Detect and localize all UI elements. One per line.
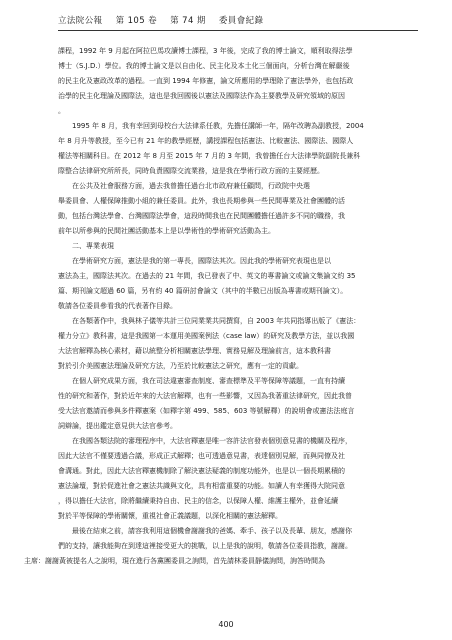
text-line: 在個人研究成果方面，我在司法違憲審查制度、審查標準及平等保障等議題，一直有持續 xyxy=(72,377,345,385)
text-line: 博士（S.J.D.）學位。我的博士論文是以自由化、民主化及本土化三個面向，分析台灣在解嚴後 xyxy=(58,62,350,70)
text-line: 會溝通。對此，因此大法官釋憲機制除了解決憲法疑義的制度功能外，也是以一個長期累積的 xyxy=(58,467,345,475)
text-line: 的民主化及憲政改革的過程。一直到 1994 年修憲，論文所應用的學理除了憲法學外，也包括政 xyxy=(58,77,354,85)
header-rule xyxy=(58,30,418,31)
page-number: 400 xyxy=(218,620,234,629)
text-line: 敬請各位委員參看我的代表著作目錄。 xyxy=(58,302,177,310)
text-line: 權力分立》教科書，這是我國第一本運用美國案例法（case law）的研究及教學方法，並以我國 xyxy=(58,332,355,340)
text-line: 篇、期刊論文超過 60 篇，另有約 40 篇研討會論文（其中的半數已出版為專書或期刊論文）。 xyxy=(58,287,348,295)
text-line: 。 xyxy=(58,107,65,115)
text-line: 憲法為主，國際法其次。在過去的 21 年間，我已發表了中、英文的專書論文或論文集論文約 35 xyxy=(58,272,356,280)
text-line: 前年以所參與的民間社團活動基本上是以學術性的學術研究活動為主。 xyxy=(58,227,275,235)
text-line: 最後在結束之前，請容我利用這個機會謝謝我的爸媽、牽手、孩子以及長輩、朋友，感謝你 xyxy=(72,527,352,535)
text-line: 課程，1992 年 9 月起在阿拉巴馬攻讀博士課程，3 年後，完成了我的博士論文，順利取得法學 xyxy=(58,47,353,55)
text-line: 舉委員會、人權保障推動小組的兼任委員。此外，我也長期參與一些民間專業及社會團體的活 xyxy=(58,197,345,205)
text-line: 治學的民主化理論及國際法，這也是我回國後以憲法及國際法作為主要教學及研究領域的原因 xyxy=(58,92,345,100)
text-line: 性的研究和著作，對於近年來的大法官解釋，也有一些影響，又因為我著重法律研究，因此我曾 xyxy=(58,392,352,400)
publication-title: 立法院公報 xyxy=(58,16,103,26)
text-line: 對於引介美國憲法理論及研究方法，乃至於比較憲法之研究，應有一定的貢獻。 xyxy=(58,362,303,370)
page-header xyxy=(58,14,273,26)
text-line: 年 8 月升等教授，至今已有 21 年的教學經歷，講授課程包括憲法、比較憲法、國際法、國際人 xyxy=(58,137,354,145)
text-line: 詞辯論，提出鑑定意見供大法官參考。 xyxy=(58,422,177,430)
text-line: 們的支持，讓我能夠在到達這裡接受更大的挑戰，以上是我的說明，敬請各位委員指教，謝謝。 xyxy=(58,542,352,550)
text-line: 在學術研究方面，憲法是我的第一專長，國際法其次。因此我的學術研究表現也是以 xyxy=(72,257,331,265)
text-line: ，得以擔任大法官，除將繼續秉持自由、民主的信念，以保障人權、維護主權外，並會延續 xyxy=(58,497,338,505)
text-line: 受大法官邀請而參與多件釋憲案（如釋字第 499、585、603 等號解釋）的說明會或憲法法庭言 xyxy=(58,407,355,415)
text-line: 際整合法律研究所所長，同時負責國際交流業務，這是我在學術行政方面的主要經歷。 xyxy=(58,167,324,175)
text-line: 動，包括台灣法學會、台灣國際法學會，這段時間我也在民間團體擔任過許多不同的職務，我 xyxy=(58,212,345,220)
text-line: 在我國各類法院的審理程序中，大法官釋憲是唯一容許法官發表個別意見書的機關及程序， xyxy=(72,437,352,445)
volume-label: 第 105 卷 xyxy=(115,16,158,26)
text-line: 大法官解釋為核心素材，藉以統整分析相關憲法學理、實務見解及理論前言，這本教科書 xyxy=(58,347,331,355)
body-text xyxy=(24,44,418,569)
text-line: 在公共及社會服務方面，過去我曾擔任過台北市政府兼任顧問，行政院中央選 xyxy=(72,182,310,190)
text-line: 主席：謝謝黃被提名人之說明，現在進行各黨團委員之詢問，首先請林委員靜儀詢問，詢答時間為 xyxy=(24,557,325,565)
section-label: 委員會紀錄 xyxy=(218,16,264,26)
text-line: 二、專業表現 xyxy=(72,242,114,250)
text-line: 對於平等保障的學術關懷，重視社會正義議題，以深化相關的憲法解釋。 xyxy=(58,512,282,520)
issue-label: 第 74 期 xyxy=(170,16,206,26)
text-line: 憲法論壇，對於促進社會之憲法共識與文化，具有相當重要的功能。如讀人有幸獲得大院同意 xyxy=(58,482,345,490)
text-line: 在各類著作中，我與林子儀等共計三位同業業共同撰寫，自 2003 年共同指導出版了《憲法： xyxy=(72,317,361,325)
text-line: 權法等相關科目。在 2012 年 8 月至 2015 年 7 月的 3 年間，我曾擔任台大法律學院副院長兼科 xyxy=(58,152,361,160)
text-line: 因此大法官不僅要透過合議，形成正式解釋；也可透過意見書，表達個別見解，而與同僚及社 xyxy=(58,452,345,460)
text-line: 1995 年 8 月，我有幸回到母校台大法律系任教，先擔任講師一年，隔年改聘為副教授，2004 xyxy=(72,122,364,130)
